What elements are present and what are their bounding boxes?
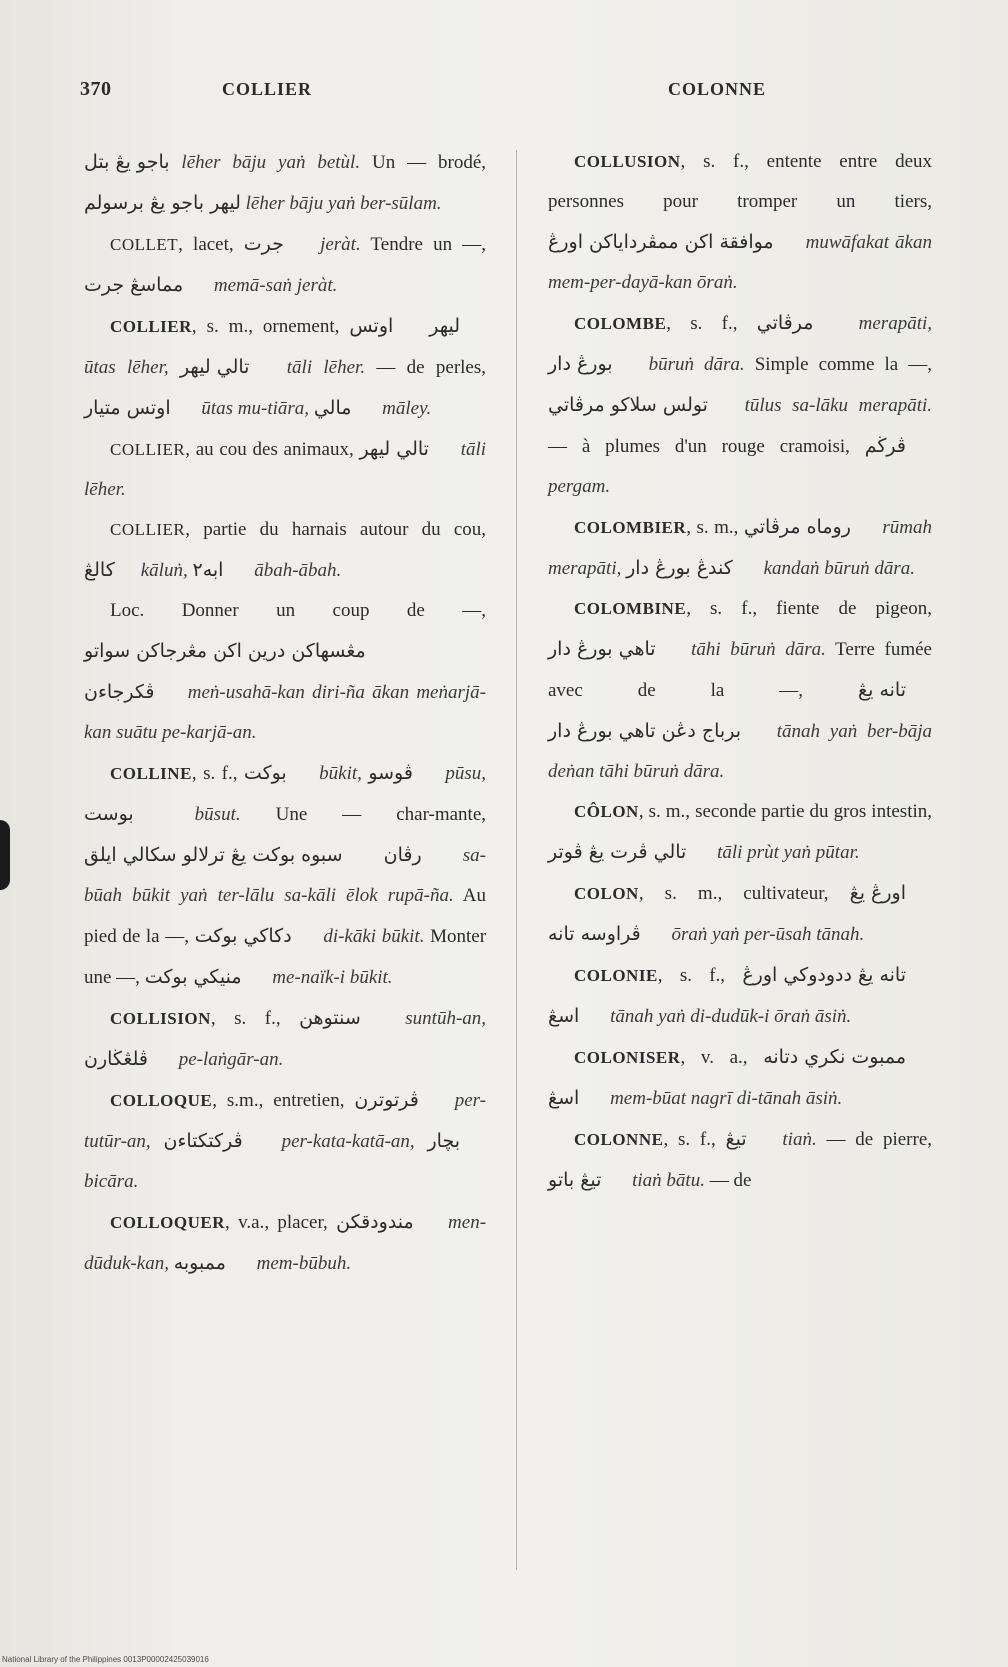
- jawi-text: كندڠ بورڠ دار: [626, 557, 733, 579]
- jawi-text: ڤراوسه تانه: [548, 923, 641, 945]
- jawi-text: اورڠ يڠ: [849, 882, 907, 904]
- definition: , s. f.,: [666, 313, 738, 334]
- definition: , s. f., fiente de pigeon,: [686, 598, 932, 619]
- entry-colon-intestin: [548, 792, 932, 873]
- french-text: — de: [709, 1170, 752, 1191]
- jawi-text: ڤلڠڬارن: [84, 1048, 148, 1070]
- jawi-text: سبوه بوكت يڠ ترلالو سكالي ايلق: [84, 844, 343, 866]
- jawi-text: رڤان: [383, 844, 422, 866]
- transliteration: di-kāki būkit.: [323, 926, 425, 947]
- definition: , lacet,: [178, 234, 234, 255]
- french-text: Monter une —,: [84, 926, 487, 988]
- jawi-text: تانه يڠ: [858, 679, 906, 701]
- jawi-text: ڤكرجاءن: [84, 681, 155, 703]
- jawi-text: بچار: [427, 1130, 461, 1152]
- headword: COLOMBIER: [574, 518, 687, 537]
- entry-colonie: [548, 955, 932, 1037]
- definition: , s. m., ornement,: [191, 316, 340, 337]
- headword: COLLIER: [110, 317, 192, 336]
- headword: CÔLON: [574, 802, 639, 821]
- french-text: Tendre un —,: [370, 234, 486, 255]
- jawi-text: منيكي بوكت: [144, 966, 242, 988]
- entry-colonne: [548, 1119, 932, 1201]
- jawi-text: اوتس: [349, 315, 394, 337]
- transliteration: tāhi būruṅ dāra.: [691, 639, 826, 660]
- definition: , s. f.,: [191, 763, 238, 784]
- entry-colloquer: [84, 1202, 486, 1284]
- headword: COLLISION: [110, 1009, 211, 1028]
- jawi-text: ليهر باجو يڠ برسولم: [84, 192, 241, 214]
- french-text: — de perles,: [376, 357, 487, 378]
- definition: , s. m., cultivateur,: [638, 883, 829, 904]
- definition: , s.m., entretien,: [212, 1090, 345, 1111]
- definition: , v.a., placer,: [225, 1212, 328, 1233]
- jawi-text: باجو يڠ بتل: [84, 151, 170, 173]
- jawi-text: برباج دڠن تاهي بورڠ دار: [548, 720, 741, 742]
- definition: , partie du harnais autour du cou,: [185, 519, 486, 540]
- entry-collier-animaux: [84, 429, 486, 510]
- jawi-text: اسڠ: [548, 1087, 580, 1109]
- headword: COLLET: [110, 235, 179, 254]
- jawi-text: جرت: [243, 233, 284, 255]
- entry-collet: [84, 224, 486, 306]
- jawi-text: ڤرڬم: [864, 435, 906, 457]
- transliteration: būsut.: [194, 804, 241, 825]
- transliteration: sa-būah būkit yaṅ ter-lālu sa-kāli ēlok rupā-ña.: [84, 845, 486, 906]
- headword: COLONIE: [574, 966, 658, 985]
- jawi-text: موافقة اكن ممڤرداياكن اورڠ: [548, 231, 774, 253]
- french-text: Une — char-mante,: [275, 804, 487, 825]
- headword: COLLOQUER: [110, 1213, 226, 1232]
- running-head-right: COLONNE: [668, 79, 767, 99]
- jawi-text: تالي ليهر: [179, 356, 250, 378]
- jawi-text: اوتس متيار: [84, 397, 171, 419]
- entry-collier-ornement: [84, 306, 486, 429]
- entry-collision: [84, 998, 486, 1080]
- definition: , s. m.,: [686, 517, 739, 538]
- transliteration: muwāfakat ākan mem-per-dayā-kan ōraṅ.: [548, 232, 932, 293]
- jawi-text: بوكت: [243, 762, 287, 784]
- transliteration: jeràt.: [320, 234, 361, 255]
- transliteration: pe-laṅgār-an.: [178, 1049, 284, 1070]
- jawi-text: اسڠ: [548, 1005, 580, 1027]
- entry-loc-donner: [84, 591, 486, 753]
- definition: , s. f.,: [663, 1129, 716, 1150]
- jawi-text: ليهر: [429, 315, 460, 337]
- right-column: [548, 142, 932, 1201]
- jawi-text: مندودقكن: [336, 1211, 414, 1233]
- entry-colline: [84, 753, 486, 998]
- entry-colombine: [548, 589, 932, 792]
- definition: , s. f.,: [210, 1008, 281, 1029]
- transliteration: per-kata-katā-an,: [281, 1131, 415, 1152]
- headword: COLOMBINE: [574, 599, 687, 618]
- transliteration: men-dūduk-kan,: [84, 1212, 487, 1274]
- french-text: — de pierre,: [826, 1129, 932, 1150]
- french-text: Simple comme la —,: [754, 354, 932, 375]
- headword: COLLINE: [110, 764, 192, 783]
- jawi-text: ڤوسو: [368, 762, 413, 784]
- definition: , au cou des animaux,: [185, 439, 354, 460]
- transliteration: rūmah merapāti,: [548, 517, 933, 579]
- jawi-text: بورڠ دار: [548, 353, 613, 375]
- headword: COLOMBE: [574, 314, 667, 333]
- entry-collier-harnais: [84, 510, 486, 591]
- running-head-left: COLLIER: [222, 79, 313, 99]
- page-header: [80, 78, 770, 102]
- entry-colloque: [84, 1080, 486, 1202]
- transliteration: meṅ-usahā-kan diri-ña ākan meṅarjā-kan suātu pe-karjā-an.: [84, 682, 486, 743]
- transliteration: tāli lēher.: [286, 357, 366, 378]
- transliteration: ōraṅ yaṅ per-ūsah tānah.: [671, 924, 865, 945]
- transliteration: tānah yaṅ ber-bāja deṅan tāhi būruṅ dāra.: [548, 721, 933, 782]
- french-text: Au pied de la —,: [84, 885, 486, 947]
- scan-footer: National Library of the Philippines 0013P00002425039016: [2, 1655, 209, 1664]
- transliteration: ūtas lēher,: [84, 357, 169, 378]
- transliteration: me-naïk-i būkit.: [272, 967, 393, 988]
- jawi-text: مرڤاتي: [756, 312, 814, 334]
- transliteration: kandaṅ būruṅ dāra.: [763, 558, 916, 579]
- jawi-text: تانه يڠ ددودوكي اورڠ: [742, 964, 906, 986]
- transliteration: merapāti,: [858, 313, 932, 334]
- entry-colon-cultivateur: [548, 873, 932, 955]
- jawi-text: ڤركتكتاءن: [163, 1130, 243, 1152]
- transliteration: tiaṅ bātu.: [632, 1170, 705, 1191]
- transliteration: ābah-ābah.: [254, 560, 342, 581]
- column-divider: [516, 150, 517, 1570]
- transliteration: per-tutūr-an,: [84, 1090, 487, 1152]
- transliteration: kāluṅ,: [140, 560, 188, 581]
- binding-shadow: [0, 820, 10, 890]
- definition: , s. f.,: [657, 965, 726, 986]
- jawi-text: تيڠ باتو: [548, 1169, 602, 1191]
- headword: COLLOQUE: [110, 1091, 213, 1110]
- entry-collusion: [548, 142, 932, 303]
- jawi-text: مالي: [313, 397, 352, 419]
- entry-collier-brode: [84, 142, 486, 224]
- jawi-text: دكاكي بوكت: [194, 925, 292, 947]
- transliteration: ūtas mu-tiāra,: [201, 398, 310, 419]
- transliteration: lēher bāju yaṅ ber-sūlam.: [245, 193, 442, 214]
- french-text: Un — brodé,: [371, 152, 486, 173]
- headword: COLONNE: [574, 1130, 664, 1149]
- definition: , s. m., seconde partie du gros intestin,: [638, 801, 932, 822]
- headword: COLLIER: [110, 520, 186, 539]
- transliteration: tūlus sa-lāku merapāti.: [744, 395, 932, 416]
- entry-coloniser: [548, 1037, 932, 1119]
- jawi-text: سنتوهن: [299, 1007, 361, 1029]
- jawi-text: روماه مرڤاتي: [743, 516, 851, 538]
- headword: COLONISER: [574, 1048, 681, 1067]
- french-text: Loc. Donner un coup de —,: [110, 600, 486, 621]
- entry-colombier: [548, 507, 932, 589]
- transliteration: suntūh-an,: [405, 1008, 487, 1029]
- jawi-text: تاهي بورڠ دار: [548, 638, 656, 660]
- transliteration: mem-būat nagrī di-tānah āsiṅ.: [610, 1088, 843, 1109]
- jawi-text: ڤرتوترن: [354, 1089, 419, 1111]
- jawi-text: ممبوبه: [173, 1252, 226, 1274]
- transliteration: pergam.: [548, 476, 611, 497]
- transliteration: lēher bāju yaṅ betùl.: [181, 152, 361, 173]
- jawi-text: مڠسهاكن درين اكن مڠرجاكن سواتو: [84, 640, 366, 662]
- page-number: 370: [80, 78, 112, 100]
- jawi-text: تيڠ: [725, 1128, 747, 1150]
- transliteration: mem-būbuh.: [256, 1253, 352, 1274]
- transliteration: bicāra.: [84, 1171, 139, 1192]
- transliteration: māley.: [382, 398, 432, 419]
- jawi-text: بوست: [84, 803, 134, 825]
- jawi-text: تولس سلاكو مرڤاتي: [548, 394, 708, 416]
- definition: , s. f., entente entre deux personnes pour tromper un tiers,: [548, 151, 932, 212]
- entry-colombe: [548, 303, 932, 507]
- definition: , v. a.,: [680, 1047, 748, 1068]
- headword: COLLIER: [110, 440, 186, 459]
- transliteration: būruṅ dāra.: [648, 354, 745, 375]
- jawi-text: مماسڠ جرت: [84, 274, 184, 296]
- jawi-text: تالي ليهر: [359, 438, 429, 460]
- transliteration: tāli lēher.: [84, 439, 487, 500]
- left-column: [84, 142, 486, 1284]
- french-text: Terre fumée avec de la —,: [548, 639, 932, 701]
- transliteration: pūsu,: [445, 763, 487, 784]
- jawi-text: ممبوت نكري دتانه: [763, 1046, 907, 1068]
- jawi-text: تالي ڤرت يڠ ڤوتر: [548, 841, 687, 863]
- french-text: — à plumes d'un rouge cramoisi,: [548, 436, 850, 457]
- transliteration: tāli prùt yaṅ pūtar.: [717, 842, 860, 863]
- jawi-text: كالڠ: [84, 559, 115, 581]
- transliteration: tiaṅ.: [782, 1129, 817, 1150]
- transliteration: tānah yaṅ di-dudūk-i ōraṅ āsiṅ.: [610, 1006, 852, 1027]
- headword: COLON: [574, 884, 639, 903]
- headword: COLLUSION: [574, 152, 681, 171]
- transliteration: memā-saṅ jeràt.: [213, 275, 338, 296]
- transliteration: būkit,: [319, 763, 362, 784]
- jawi-text: ابه٢: [192, 559, 224, 581]
